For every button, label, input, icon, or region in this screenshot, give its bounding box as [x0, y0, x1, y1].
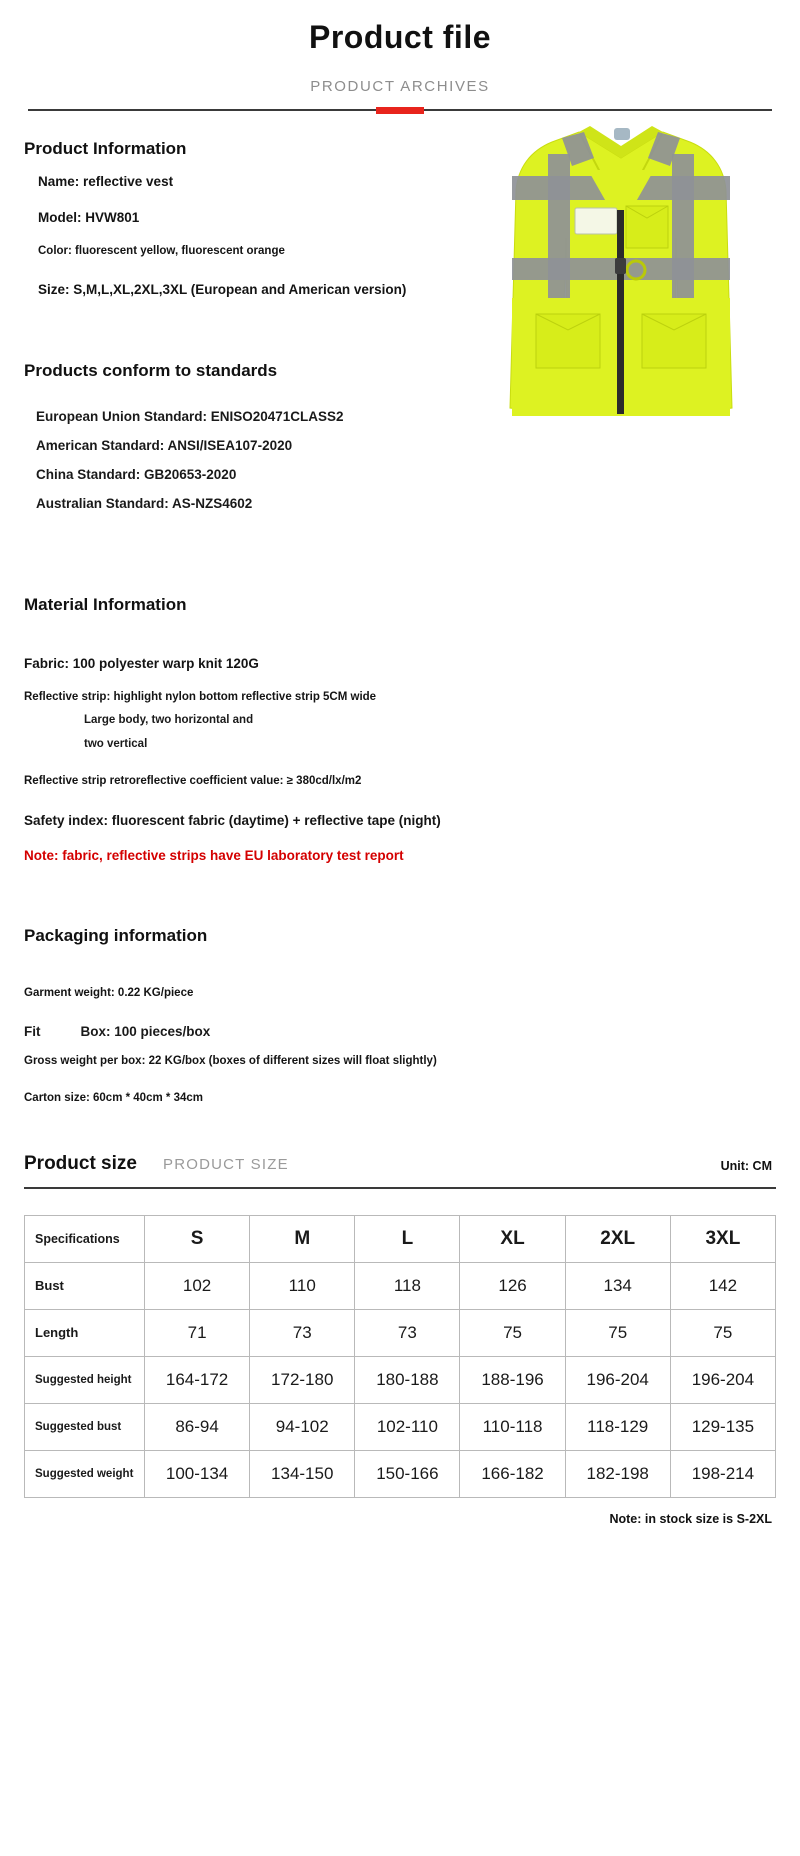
- table-header-m: M: [250, 1215, 355, 1262]
- packaging-fit-row: [24, 1024, 776, 1039]
- row-label-bust: Bust: [25, 1262, 145, 1309]
- cell: 196-204: [565, 1356, 670, 1403]
- cell: 198-214: [670, 1450, 775, 1497]
- section-title-standards: Products conform to standards: [24, 360, 278, 380]
- table-header-2xl: 2XL: [565, 1215, 670, 1262]
- reflective-vest-icon: [476, 118, 766, 423]
- cell: 118: [355, 1262, 460, 1309]
- stock-note: Note: in stock size is S-2XL: [609, 1511, 772, 1526]
- packaging-gross-weight: Gross weight per box: 22 KG/box (boxes of different sizes will float slightly): [24, 1054, 437, 1067]
- size-section-title: Product size: [24, 1152, 137, 1174]
- cell: 75: [565, 1309, 670, 1356]
- cell: 71: [145, 1309, 250, 1356]
- table-header-row: [25, 1215, 776, 1262]
- standard-cn: China Standard: GB20653-2020: [36, 466, 237, 482]
- table-row: [25, 1262, 776, 1309]
- section-title-packaging: Packaging information: [24, 926, 208, 946]
- product-info-color: Color: fluorescent yellow, fluorescent orange: [38, 244, 285, 257]
- material-reflective-strip: Reflective strip: highlight nylon bottom reflective strip 5CM wide: [24, 690, 377, 703]
- product-info-model: Model: HVW801: [38, 209, 140, 225]
- cell: 180-188: [355, 1356, 460, 1403]
- packaging-carton-size: Carton size: 60cm * 40cm * 34cm: [24, 1092, 203, 1105]
- cell: 188-196: [460, 1356, 565, 1403]
- section-title-product-information: Product Information: [24, 139, 187, 159]
- cell: 75: [460, 1309, 565, 1356]
- cell: 73: [250, 1309, 355, 1356]
- page-title: Product file: [308, 19, 491, 55]
- packaging-garment-weight: Garment weight: 0.22 KG/piece: [24, 987, 194, 1000]
- section-title-material: Material Information: [24, 594, 187, 614]
- cell: 100-134: [145, 1450, 250, 1497]
- material-strip-layout-line2: two vertical: [84, 737, 148, 750]
- cell: 196-204: [670, 1356, 775, 1403]
- cell: 172-180: [250, 1356, 355, 1403]
- cell: 102: [145, 1262, 250, 1309]
- cell: 86-94: [145, 1403, 250, 1450]
- cell: 134: [565, 1262, 670, 1309]
- page-header: [0, 0, 800, 119]
- cell: 118-129: [565, 1403, 670, 1450]
- product-info-size: Size: S,M,L,XL,2XL,3XL (European and American version): [38, 282, 407, 298]
- cell: 150-166: [355, 1450, 460, 1497]
- cell: 129-135: [670, 1403, 775, 1450]
- cell: 73: [355, 1309, 460, 1356]
- product-image: [476, 118, 766, 423]
- standard-au: Australian Standard: AS-NZS4602: [36, 495, 253, 511]
- table-row: [25, 1309, 776, 1356]
- cell: 94-102: [250, 1403, 355, 1450]
- cell: 110: [250, 1262, 355, 1309]
- size-table: [24, 1215, 776, 1498]
- size-unit-label: Unit: CM: [720, 1158, 772, 1173]
- material-fabric: Fabric: 100 polyester warp knit 120G: [24, 655, 259, 671]
- cell: 182-198: [565, 1450, 670, 1497]
- row-label-suggested-bust: Suggested bust: [25, 1403, 145, 1450]
- row-label-suggested-height: Suggested height: [25, 1356, 145, 1403]
- row-label-length: Length: [25, 1309, 145, 1356]
- table-header-3xl: 3XL: [670, 1215, 775, 1262]
- material-safety-index: Safety index: fluorescent fabric (daytime) + reflective tape (night): [24, 812, 441, 828]
- size-section-divider: [24, 1187, 776, 1189]
- packaging-fit-label: Fit: [24, 1023, 41, 1039]
- table-header-xl: XL: [460, 1215, 565, 1262]
- standard-eu: European Union Standard: ENISO20471CLASS2: [36, 408, 344, 424]
- table-row: [25, 1450, 776, 1497]
- standard-us: American Standard: ANSI/ISEA107-2020: [36, 437, 293, 453]
- material-retroreflective: Reflective strip retroreflective coefficient value: ≥ 380cd/lx/m2: [24, 775, 362, 788]
- size-section-subtitle: PRODUCT SIZE: [162, 1155, 289, 1173]
- cell: 110-118: [460, 1403, 565, 1450]
- cell: 75: [670, 1309, 775, 1356]
- table-row: [25, 1356, 776, 1403]
- header-accent-bar: [376, 107, 424, 114]
- table-header-l: L: [355, 1215, 460, 1262]
- size-section-header: [0, 1153, 800, 1175]
- cell: 164-172: [145, 1356, 250, 1403]
- cell: 102-110: [355, 1403, 460, 1450]
- material-strip-layout-line1: Large body, two horizontal and: [84, 714, 254, 727]
- table-header-s: S: [145, 1215, 250, 1262]
- table-header-specifications: Specifications: [25, 1215, 145, 1262]
- product-info-name: Name: reflective vest: [38, 174, 174, 190]
- cell: 134-150: [250, 1450, 355, 1497]
- cell: 126: [460, 1262, 565, 1309]
- packaging-box: Box: 100 pieces/box: [80, 1023, 211, 1039]
- row-label-suggested-weight: Suggested weight: [25, 1450, 145, 1497]
- cell: 166-182: [460, 1450, 565, 1497]
- page-subtitle: PRODUCT ARCHIVES: [310, 78, 490, 96]
- cell: 142: [670, 1262, 775, 1309]
- table-row: [25, 1403, 776, 1450]
- material-note: Note: fabric, reflective strips have EU laboratory test report: [24, 848, 404, 864]
